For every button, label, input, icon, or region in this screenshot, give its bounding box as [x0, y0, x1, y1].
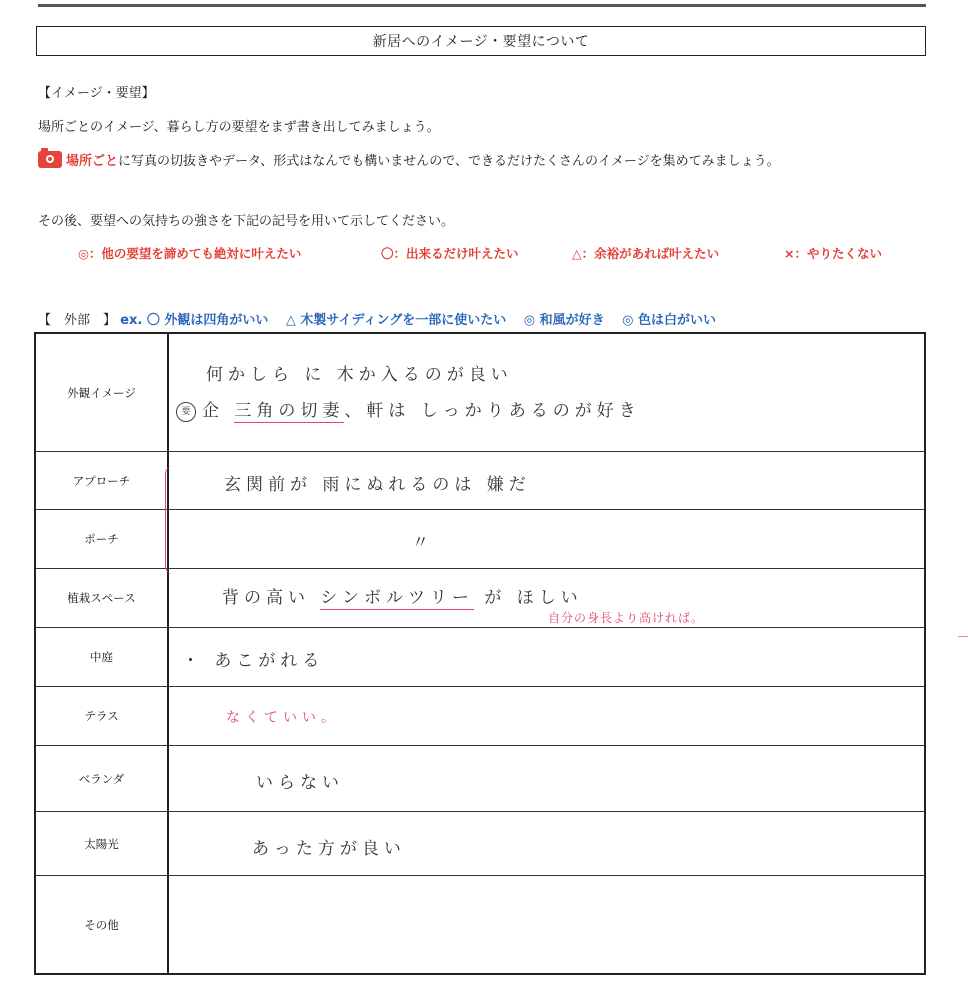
edge-mark [958, 636, 968, 637]
handwritten-note: いらない [256, 773, 344, 793]
handwritten-note-red: 自分の身長より高ければ。 [548, 611, 705, 625]
table-row [36, 812, 924, 876]
row-label: テラス [36, 687, 169, 745]
handwritten-text: 企 [202, 401, 235, 421]
handwritten-note: 〃 [412, 533, 434, 553]
instruction-highlight: 場所ごと [66, 154, 119, 169]
row-label: ポーチ [36, 510, 169, 568]
row-label: その他 [36, 876, 169, 973]
handwritten-underlined: シンボルツリー [320, 588, 474, 608]
row-label: アプローチ [36, 452, 169, 509]
example-line [38, 309, 716, 328]
legend-item-must: ◎：他の要望を諦めても絶対に叶えたい [78, 246, 302, 261]
legend-item-if-possible: △：余裕があれば叶えたい [572, 246, 720, 261]
handwritten-note: あった方が良い [252, 839, 406, 859]
example-text: ex. 〇 外観は四角がいい △ 木製サイディングを一部に使いたい ◎ 和風が好き ◎ 色は白がいい [120, 313, 716, 328]
instruction-line-2-text: に写真の切抜きやデータ、形式はなんでも構いませんので、できるだけたくさんのイメージを集めてみましょう。 [118, 154, 780, 169]
row-label: 太陽光 [36, 812, 169, 875]
legend-item-not-wanted: ×：やりたくない [784, 246, 882, 261]
legend-item-want: 〇：出来るだけ叶えたい [381, 246, 519, 261]
table-row [36, 628, 924, 687]
row-label: 外観イメージ [36, 334, 169, 451]
handwritten-note: ・ あこがれる [182, 651, 325, 671]
handwritten-underlined: 三角の切妻 [234, 401, 345, 421]
instruction-line-1: 場所ごとのイメージ、暮らし方の要望をまず書き出してみましょう。 [38, 120, 440, 135]
table-row [36, 569, 924, 628]
handwritten-text: 背の高い [222, 588, 321, 608]
row-label: ベランダ [36, 746, 169, 811]
table-row [36, 334, 924, 452]
row-label: 中庭 [36, 628, 169, 686]
top-rule [38, 4, 926, 7]
handwritten-note: 何かしら に 木か入るのが良い [206, 365, 513, 385]
priority-mark: 要 [176, 402, 196, 422]
handwritten-text: 、軒は しっかりあるのが好き [344, 401, 641, 421]
page-title-text: 新居へのイメージ・要望について [372, 34, 590, 50]
page-title [36, 26, 926, 56]
instruction-line-2 [38, 150, 780, 169]
table-row [36, 876, 924, 973]
instruction-line-3: その後、要望への気持ちの強さを下記の記号を用いて示してください。 [38, 214, 455, 229]
handwritten-note-red: なくていい。 [226, 710, 340, 726]
handwritten-text: が ほしい [473, 588, 583, 608]
section-heading: 【イメージ・要望】 [38, 86, 155, 101]
example-section-label: 【 外部 】 [38, 313, 117, 328]
requests-table [34, 332, 926, 975]
table-row [36, 687, 924, 746]
table-row [36, 746, 924, 812]
handwritten-note [222, 583, 583, 608]
handwritten-note: 玄関前が 雨にぬれるのは 嫌だ [224, 475, 531, 495]
camera-icon [38, 151, 62, 168]
handwritten-note [176, 396, 641, 422]
row-label: 植栽スペース [36, 569, 169, 627]
red-bracket-mark [165, 466, 176, 574]
